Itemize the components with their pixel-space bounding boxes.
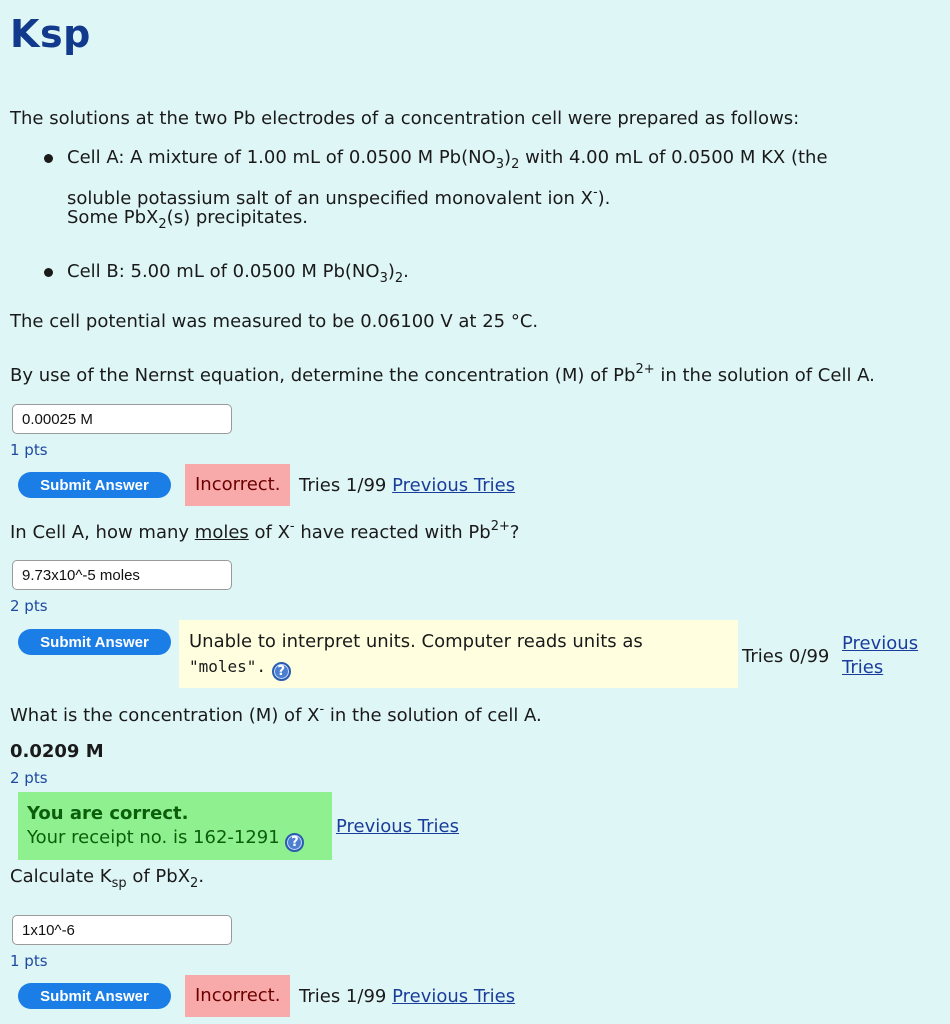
q4-submit-button[interactable]: Submit Answer bbox=[18, 983, 171, 1009]
q2-submit-button[interactable]: Submit Answer bbox=[18, 629, 171, 655]
q3-correct-box bbox=[18, 792, 332, 860]
q2-answer-input[interactable] bbox=[12, 560, 232, 590]
q2-warning-text: Unable to interpret units. Computer reads units as bbox=[189, 631, 643, 652]
q1-tries bbox=[299, 474, 515, 498]
q3-prompt: What is the concentration (M) of X- in the solution of cell A. bbox=[10, 702, 542, 726]
q2-tries-count: Tries 0/99 bbox=[742, 646, 830, 667]
cell-b-line: Cell B: 5.00 mL of 0.0500 M $Pb(NO_3)_2$. bbox=[67, 261, 409, 286]
cell-a-line-3: Some PbX$_2$(s) precipitates. bbox=[67, 207, 308, 232]
q4-incorrect-badge: Incorrect. bbox=[185, 975, 290, 1017]
q2-previous-tries-link[interactable]: Previous Tries bbox=[842, 633, 919, 678]
cell-a-line-1: Cell A: A mixture of 1.00 mL of 0.0500 M $Pb(NO_3)_2$ with 4.00 mL of 0.0500 M KX (the bbox=[67, 147, 828, 172]
cell-a-line-2: soluble potassium salt of an unspecified monovalent ion X-). bbox=[67, 185, 611, 209]
q4-answer-input[interactable] bbox=[12, 915, 232, 945]
q2-units-warning bbox=[179, 620, 738, 688]
problem-intro: The solutions at the two Pb electrodes of a concentration cell were prepared as follows: bbox=[10, 108, 800, 129]
q1-prompt: By use of the Nernst equation, determine the concentration (M) of $Pb^{2+}$ in the solution of Cell A. bbox=[10, 362, 875, 386]
q1-incorrect-badge: Incorrect. bbox=[185, 464, 290, 506]
cell-potential-text: The cell potential was measured to be 0.06100 V at 25 °C. bbox=[10, 311, 539, 332]
help-icon[interactable]: ? bbox=[285, 833, 304, 852]
q2-points: 2 pts bbox=[10, 597, 48, 615]
q4-tries bbox=[299, 985, 515, 1009]
q3-receipt: Your receipt no. is 162-1291 bbox=[27, 827, 280, 848]
q3-previous-tries-link[interactable]: Previous Tries bbox=[336, 816, 459, 837]
q2-prompt: In Cell A, how many moles of X- have reacted with $Pb^{2+}$? bbox=[10, 519, 520, 543]
q1-tries-count: Tries 1/99 bbox=[299, 475, 387, 496]
q3-answer: 0.0209 M bbox=[10, 741, 104, 762]
q1-submit-button[interactable]: Submit Answer bbox=[18, 472, 171, 498]
help-icon[interactable]: ? bbox=[272, 662, 291, 681]
q4-points: 1 pts bbox=[10, 952, 48, 970]
q1-previous-tries-link[interactable]: Previous Tries bbox=[392, 475, 516, 496]
q3-points: 2 pts bbox=[10, 769, 48, 787]
q4-prompt: Calculate $K_{sp}$ of PbX$_2$. bbox=[10, 866, 205, 891]
bullet-dot bbox=[44, 154, 53, 163]
q4-tries-count: Tries 1/99 bbox=[299, 986, 387, 1007]
page-title: Ksp bbox=[10, 12, 91, 56]
q2-warning-code: "moles". bbox=[189, 657, 267, 676]
q1-points: 1 pts bbox=[10, 441, 48, 459]
q3-correct-title: You are correct. bbox=[27, 803, 189, 824]
q1-answer-input[interactable] bbox=[12, 404, 232, 434]
moles-link[interactable]: moles bbox=[194, 522, 249, 543]
bullet-dot bbox=[44, 268, 53, 277]
q4-previous-tries-link[interactable]: Previous Tries bbox=[392, 986, 516, 1007]
